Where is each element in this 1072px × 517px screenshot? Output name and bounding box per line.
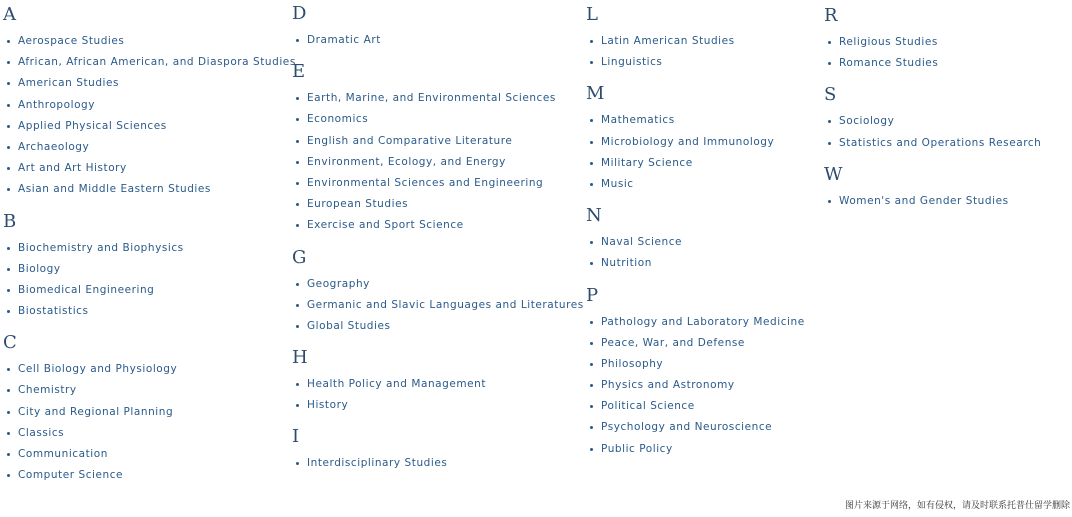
section-letter-heading: D xyxy=(292,3,307,24)
program-link[interactable]: Computer Science xyxy=(3,465,296,486)
program-link[interactable]: Nutrition xyxy=(586,253,805,274)
program-list xyxy=(3,238,296,323)
program-link[interactable]: Global Studies xyxy=(292,316,584,337)
program-link[interactable]: Anthropology xyxy=(3,95,296,116)
column-4 xyxy=(824,5,1041,222)
program-link[interactable]: Music xyxy=(586,174,805,195)
section-letter-heading: R xyxy=(824,5,838,26)
section-letter-heading: L xyxy=(586,4,598,25)
program-link[interactable]: Art and Art History xyxy=(3,158,296,179)
program-link[interactable]: Philosophy xyxy=(586,354,805,375)
watermark-text: 图片来源于网络，如有侵权，请及时联系托普仕留学删除 xyxy=(844,501,1070,511)
program-link[interactable]: American Studies xyxy=(3,73,296,94)
program-link[interactable]: Biology xyxy=(3,259,296,280)
program-link[interactable]: Chemistry xyxy=(3,380,296,401)
section-letter-heading: I xyxy=(292,426,300,448)
program-link[interactable]: Peace, War, and Defense xyxy=(586,333,805,354)
section-m xyxy=(586,83,805,195)
program-list xyxy=(824,191,1041,212)
program-link[interactable]: Interdisciplinary Studies xyxy=(292,453,584,474)
program-link[interactable]: Psychology and Neuroscience xyxy=(586,417,805,438)
section-a xyxy=(3,4,296,201)
section-letter-heading: N xyxy=(586,205,602,227)
section-letter-heading: S xyxy=(824,84,837,106)
program-link[interactable]: Romance Studies xyxy=(824,53,1041,74)
program-list xyxy=(292,88,584,236)
program-link[interactable]: European Studies xyxy=(292,194,584,215)
section-b xyxy=(3,211,296,323)
program-link[interactable]: Aerospace Studies xyxy=(3,31,296,52)
section-d xyxy=(292,3,584,51)
program-link[interactable]: Dramatic Art xyxy=(292,30,584,51)
program-link[interactable]: History xyxy=(292,395,584,416)
section-e xyxy=(292,61,584,236)
program-list xyxy=(586,110,805,195)
program-link[interactable]: Latin American Studies xyxy=(586,31,805,52)
section-g xyxy=(292,247,584,338)
column-2 xyxy=(292,3,584,485)
section-letter-heading: H xyxy=(292,347,308,369)
section-letter-heading: B xyxy=(3,210,17,232)
program-link[interactable]: Cell Biology and Physiology xyxy=(3,359,296,380)
program-link[interactable]: Biostatistics xyxy=(3,301,296,322)
program-list xyxy=(586,31,805,73)
program-link[interactable]: Asian and Middle Eastern Studies xyxy=(3,179,296,200)
program-link[interactable]: Women's and Gender Studies xyxy=(824,191,1041,212)
program-link[interactable]: Environment, Ecology, and Energy xyxy=(292,152,584,173)
program-link[interactable]: Germanic and Slavic Languages and Literatures xyxy=(292,295,584,316)
program-link[interactable]: Naval Science xyxy=(586,232,805,253)
program-link[interactable]: Biochemistry and Biophysics xyxy=(3,238,296,259)
program-link[interactable]: Communication xyxy=(3,444,296,465)
section-s xyxy=(824,84,1041,153)
program-link[interactable]: Mathematics xyxy=(586,110,805,131)
program-link[interactable]: Classics xyxy=(3,423,296,444)
program-list xyxy=(3,31,296,201)
section-letter-heading: C xyxy=(3,332,17,354)
program-link[interactable]: Military Science xyxy=(586,153,805,174)
program-list xyxy=(292,274,584,338)
program-link[interactable]: Applied Physical Sciences xyxy=(3,116,296,137)
program-link[interactable]: Public Policy xyxy=(586,439,805,460)
section-n xyxy=(586,205,805,274)
section-letter-heading: W xyxy=(824,163,843,185)
column-1 xyxy=(3,4,296,496)
program-link[interactable]: Health Policy and Management xyxy=(292,374,584,395)
program-link[interactable]: Religious Studies xyxy=(824,32,1041,53)
section-p xyxy=(586,285,805,460)
program-link[interactable]: Sociology xyxy=(824,111,1041,132)
program-list xyxy=(824,111,1041,153)
program-link[interactable]: Statistics and Operations Research xyxy=(824,133,1041,154)
program-list xyxy=(586,312,805,460)
program-list xyxy=(292,30,584,51)
section-letter-heading: M xyxy=(586,83,605,105)
section-l xyxy=(586,4,805,73)
section-letter-heading: G xyxy=(292,246,307,268)
program-link[interactable]: Earth, Marine, and Environmental Sciences xyxy=(292,88,584,109)
program-link[interactable]: Environmental Sciences and Engineering xyxy=(292,173,584,194)
section-i xyxy=(292,426,584,474)
program-list xyxy=(292,374,584,416)
section-w xyxy=(824,164,1041,212)
program-link[interactable]: Linguistics xyxy=(586,52,805,73)
program-link[interactable]: Physics and Astronomy xyxy=(586,375,805,396)
program-list xyxy=(824,32,1041,74)
program-link[interactable]: Geography xyxy=(292,274,584,295)
program-link[interactable]: African, African American, and Diaspora Studies xyxy=(3,52,296,73)
section-r xyxy=(824,5,1041,74)
program-link[interactable]: Archaeology xyxy=(3,137,296,158)
column-3 xyxy=(586,4,805,470)
program-link[interactable]: English and Comparative Literature xyxy=(292,131,584,152)
section-letter-heading: P xyxy=(586,284,599,306)
section-letter-heading: A xyxy=(3,4,16,25)
program-link[interactable]: Exercise and Sport Science xyxy=(292,215,584,236)
program-link[interactable]: Economics xyxy=(292,109,584,130)
section-letter-heading: E xyxy=(292,61,306,83)
program-link[interactable]: Political Science xyxy=(586,396,805,417)
program-link[interactable]: Microbiology and Immunology xyxy=(586,132,805,153)
program-list xyxy=(586,232,805,274)
program-link[interactable]: Biomedical Engineering xyxy=(3,280,296,301)
program-list xyxy=(292,453,584,474)
section-c xyxy=(3,332,296,486)
program-link[interactable]: City and Regional Planning xyxy=(3,402,296,423)
program-list xyxy=(3,359,296,486)
section-h xyxy=(292,347,584,416)
program-link[interactable]: Pathology and Laboratory Medicine xyxy=(586,312,805,333)
